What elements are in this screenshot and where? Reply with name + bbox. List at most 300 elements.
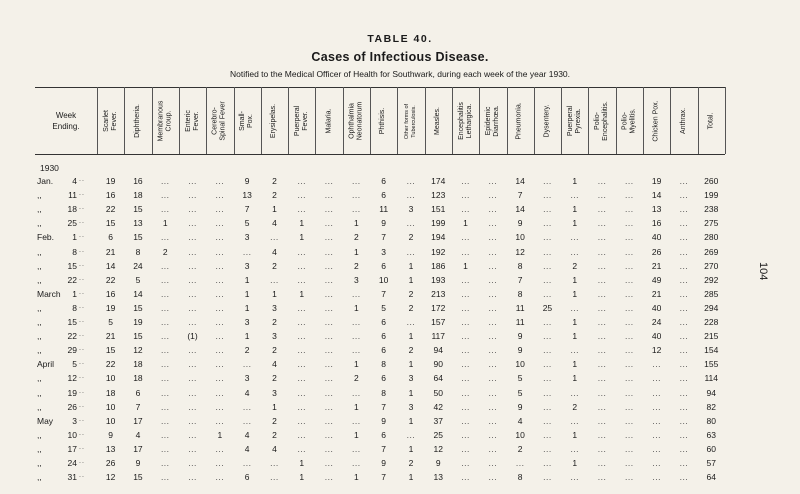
table-cell: 1: [572, 359, 578, 370]
table-cell: 1: [572, 458, 578, 468]
table-cell: ...: [488, 246, 498, 257]
table-cell: ...: [461, 176, 470, 186]
row-month: ,,: [37, 190, 42, 201]
column-header-label: Dysentery.: [543, 104, 551, 138]
table-cell: 10: [515, 359, 525, 370]
table-cell: ...: [215, 458, 225, 468]
table-cell: ...: [488, 218, 498, 229]
column-header: [124, 90, 151, 152]
table-cell: ...: [597, 373, 607, 384]
table-cell: 4: [244, 387, 250, 398]
table-cell: ...: [679, 387, 689, 398]
table-cell: ...: [597, 302, 607, 313]
table-cell: ...: [324, 288, 334, 299]
table-cell: ...: [625, 401, 634, 412]
column-header-label: Ophthalmia Neonatorum: [348, 101, 364, 141]
table-cell: 15: [105, 345, 116, 356]
table-cell: 1: [299, 458, 305, 468]
table-cell: 7: [381, 401, 387, 412]
table-cell: 16: [105, 190, 116, 201]
table-cell: ...: [215, 472, 225, 483]
table-cell: ...: [543, 472, 552, 483]
table-cell: ...: [543, 387, 552, 398]
table-cell: 2: [272, 260, 277, 271]
leader-dots: ..: [79, 288, 85, 296]
table-cell: ...: [597, 472, 607, 483]
row-total: 60: [706, 443, 716, 454]
table-cell: 25: [542, 302, 553, 313]
table-cell: ...: [352, 415, 361, 426]
table-cell: ...: [652, 401, 661, 412]
table-cell: 2: [572, 260, 578, 271]
table-cell: 3: [408, 401, 414, 412]
table-cell: ...: [297, 260, 307, 271]
table-cell: ...: [652, 387, 661, 398]
table-cell: ...: [160, 176, 170, 186]
row-day: 22: [67, 274, 77, 285]
leader-dots: ..: [79, 429, 85, 437]
table-cell: ...: [570, 232, 580, 243]
table-cell: ...: [488, 190, 498, 201]
table-cell: ...: [488, 429, 498, 440]
table-cell: 12: [105, 472, 116, 483]
table-cell: ...: [679, 232, 689, 243]
table-cell: 10: [515, 429, 525, 440]
table-cell: 1: [244, 288, 250, 299]
table-cell: 21: [105, 246, 116, 257]
table-cell: ...: [215, 274, 225, 285]
table-cell: 2: [353, 373, 359, 384]
row-month: ,,: [37, 317, 42, 327]
table-cell: ...: [188, 429, 197, 440]
table-cell: ...: [160, 458, 170, 468]
table-cell: ...: [160, 204, 170, 215]
table-cell: ...: [188, 274, 197, 285]
table-cell: 8: [517, 472, 523, 483]
row-month: ,,: [37, 204, 42, 215]
table-cell: ...: [215, 302, 225, 313]
table-cell: ...: [625, 218, 634, 229]
table-cell: 8: [517, 260, 523, 271]
table-cell: 8: [517, 288, 523, 299]
leader-dots: ..: [79, 387, 85, 395]
column-header-label: Other forms of Tuberculosis.: [404, 103, 417, 139]
table-cell: 2: [353, 260, 359, 271]
row-month: ,,: [37, 401, 42, 412]
table-cell: ...: [679, 317, 689, 327]
leader-dots: ..: [79, 246, 85, 254]
table-cell: ...: [215, 260, 225, 271]
row-month: ,,: [37, 429, 42, 440]
table-cell: 4: [244, 429, 250, 440]
table-cell: 117: [431, 331, 446, 342]
table-row: [35, 275, 725, 287]
table-cell: ...: [625, 387, 634, 398]
table-cell: 1: [408, 260, 414, 271]
row-month: ,,: [37, 472, 42, 483]
row-day: 29: [67, 345, 77, 356]
leader-dots: ..: [79, 204, 85, 212]
table-cell: 14: [105, 260, 116, 271]
row-day: 19: [67, 387, 77, 398]
table-cell: ...: [188, 190, 197, 201]
table-cell: ...: [625, 331, 634, 342]
table-cell: ...: [461, 458, 470, 468]
table-cell: 3: [381, 246, 387, 257]
table-cell: 1: [408, 443, 414, 454]
table-cell: ...: [597, 443, 607, 454]
row-total: 82: [706, 401, 716, 412]
table-cell: ...: [352, 443, 361, 454]
table-cell: ...: [625, 260, 634, 271]
row-day: 26: [67, 401, 77, 412]
table-cell: 16: [651, 218, 662, 229]
table-cell: ...: [215, 288, 225, 299]
table-cell: 4: [272, 359, 277, 370]
table-cell: 6: [381, 176, 387, 186]
table-cell: 3: [244, 232, 250, 243]
table-cell: ...: [461, 472, 470, 483]
table-row: [35, 218, 725, 230]
table-cell: 1: [272, 204, 277, 215]
table-cell: 1: [408, 359, 414, 370]
table-cell: ...: [160, 429, 170, 440]
table-cell: ...: [625, 345, 634, 356]
table-cell: 3: [272, 302, 277, 313]
table-cell: ...: [188, 443, 197, 454]
table-cell: ...: [488, 373, 498, 384]
table-cell: ...: [160, 359, 170, 370]
table-cell: ...: [543, 373, 552, 384]
table-cell: ...: [324, 302, 334, 313]
table-cell: ...: [625, 204, 634, 215]
column-header-label: Anthrax.: [679, 107, 687, 135]
table-row: [35, 317, 725, 329]
column-header-label: Scarlet Fever.: [102, 110, 118, 132]
table-cell: ...: [406, 176, 416, 186]
table-cell: ...: [597, 401, 607, 412]
table-cell: 15: [133, 331, 143, 342]
table-cell: ...: [461, 415, 470, 426]
row-total: 57: [706, 458, 716, 468]
column-header-label: Diphtheria.: [133, 104, 141, 138]
table-cell: ...: [406, 317, 416, 327]
table-cell: ...: [215, 246, 225, 257]
table-cell: 6: [381, 373, 387, 384]
table-cell: ...: [625, 317, 634, 327]
table-cell: 3: [408, 373, 414, 384]
table-cell: ...: [461, 190, 470, 201]
table-cell: 5: [517, 373, 523, 384]
table-cell: ...: [297, 331, 307, 342]
table-cell: ...: [679, 218, 689, 229]
table-cell: ...: [160, 415, 170, 426]
table-cell: ...: [188, 458, 197, 468]
table-cell: 9: [244, 176, 250, 186]
row-total: 270: [704, 260, 719, 271]
table-cell: 5: [381, 302, 387, 313]
column-header-label: Membranous Croup.: [157, 100, 173, 142]
table-cell: ...: [297, 246, 307, 257]
table-cell: ...: [352, 190, 361, 201]
table-cell: 186: [431, 260, 446, 271]
table-cell: 172: [431, 302, 446, 313]
table-cell: ...: [597, 331, 607, 342]
table-cell: ...: [543, 218, 552, 229]
table-cell: 22: [105, 204, 116, 215]
table-cell: 9: [517, 345, 523, 356]
table-cell: ...: [352, 331, 361, 342]
table-cell: ...: [625, 373, 634, 384]
table-cell: 22: [105, 274, 116, 285]
table-cell: ...: [297, 190, 307, 201]
table-cell: ...: [160, 274, 170, 285]
table-cell: ...: [597, 317, 607, 327]
table-cell: ...: [324, 218, 334, 229]
table-cell: 6: [381, 429, 387, 440]
row-day: 8: [72, 246, 77, 257]
table-cell: ...: [297, 176, 307, 186]
table-cell: 1: [353, 359, 359, 370]
table-row: [35, 444, 725, 456]
table-cell: 17: [133, 443, 143, 454]
leader-dots: ..: [79, 345, 85, 353]
row-month: ,,: [37, 373, 42, 384]
table-cell: 13: [433, 472, 443, 483]
table-cell: ...: [543, 260, 552, 271]
table-cell: ...: [597, 458, 607, 468]
table-cell: ...: [488, 458, 498, 468]
column-header: [343, 90, 370, 152]
table-cell: ...: [679, 359, 689, 370]
leader-dots: ..: [79, 260, 85, 268]
table-cell: ...: [297, 387, 307, 398]
table-cell: ...: [188, 246, 197, 257]
table-cell: 21: [105, 331, 116, 342]
table-cell: ...: [652, 373, 661, 384]
table-cell: 10: [515, 232, 525, 243]
table-cell: 18: [105, 387, 116, 398]
table-cell: 94: [433, 345, 443, 356]
table-cell: 90: [433, 359, 443, 370]
table-cell: ...: [297, 415, 307, 426]
table-row: [35, 359, 725, 371]
table-cell: ...: [242, 415, 252, 426]
leader-dots: ..: [79, 302, 85, 310]
table-cell: ...: [570, 415, 580, 426]
table-cell: 1: [572, 218, 578, 229]
table-cell: 2: [408, 302, 414, 313]
table-cell: 1: [463, 218, 468, 229]
table-cell: ...: [324, 429, 334, 440]
table-cell: ...: [625, 415, 634, 426]
row-day: 25: [67, 218, 77, 229]
table-row: [35, 190, 725, 202]
row-total: 64: [706, 472, 716, 483]
table-row: [35, 458, 725, 470]
table-cell: ...: [488, 288, 498, 299]
table-cell: 1: [572, 204, 578, 215]
table-cell: 1: [353, 218, 359, 229]
row-month: Feb.: [37, 232, 55, 243]
table-cell: 12: [133, 345, 143, 356]
table-cell: ...: [352, 204, 361, 215]
table-cell: 2: [162, 246, 168, 257]
table-cell: 17: [133, 415, 143, 426]
column-header: [643, 90, 670, 152]
table-cell: ...: [679, 204, 689, 215]
table-cell: ...: [215, 415, 225, 426]
table-cell: 18: [133, 190, 143, 201]
row-total: 292: [704, 274, 719, 285]
table-cell: ...: [543, 204, 552, 215]
table-cell: 42: [433, 401, 443, 412]
row-day: 10: [67, 429, 77, 440]
table-cell: 7: [381, 288, 387, 299]
table-cell: ...: [324, 359, 334, 370]
table-cell: 151: [431, 204, 446, 215]
table-cell: ...: [652, 359, 661, 370]
column-header: [152, 90, 179, 152]
column-header-label: Chicken Pox.: [652, 100, 660, 142]
table-cell: ...: [324, 190, 334, 201]
table-cell: ...: [461, 232, 470, 243]
table-cell: ...: [352, 345, 361, 356]
table-cell: ...: [324, 246, 334, 257]
row-total: 199: [704, 190, 719, 201]
table-cell: 4: [135, 429, 141, 440]
table-cell: 12: [433, 443, 443, 454]
table-cell: ...: [652, 472, 661, 483]
leader-dots: ..: [79, 232, 85, 240]
row-day: 5: [72, 359, 77, 370]
table-cell: 1: [272, 288, 277, 299]
column-header-label: Total.: [707, 112, 715, 130]
table-cell: 174: [431, 176, 446, 186]
table-cell: ...: [543, 331, 552, 342]
table-cell: ...: [488, 274, 498, 285]
table-cell: 157: [431, 317, 446, 327]
table-cell: 24: [651, 317, 662, 327]
table-cell: ...: [297, 443, 307, 454]
table-cell: 5: [108, 317, 114, 327]
row-month: ,,: [37, 387, 42, 398]
table-cell: 12: [515, 246, 525, 257]
row-day: 4: [72, 176, 77, 186]
table-subtitle: Notified to the Medical Officer of Health for Southwark, during each week of the year 1930.: [229, 69, 571, 79]
table-cell: ...: [242, 458, 252, 468]
table-cell: 213: [431, 288, 446, 299]
table-cell: ...: [488, 260, 498, 271]
table-cell: 13: [651, 204, 662, 215]
table-label: TABLE 40.: [367, 33, 433, 45]
table-cell: ...: [570, 345, 580, 356]
table-cell: ...: [215, 218, 225, 229]
row-total: 260: [704, 176, 719, 186]
table-cell: 10: [378, 274, 389, 285]
table-cell: 3: [272, 387, 277, 398]
table-cell: ...: [679, 288, 689, 299]
table-cell: ...: [297, 204, 307, 215]
table-cell: 9: [108, 429, 114, 440]
table-cell: 2: [272, 176, 277, 186]
table-cell: ...: [652, 429, 661, 440]
row-day: 12: [67, 373, 77, 384]
table-cell: ...: [188, 345, 197, 356]
table-cell: 14: [651, 190, 662, 201]
table-cell: ...: [679, 274, 689, 285]
table-cell: 1: [463, 260, 468, 271]
table-cell: 15: [133, 472, 143, 483]
table-cell: ...: [324, 260, 334, 271]
table-cell: ...: [324, 401, 334, 412]
week-ending-header: Week Ending.: [52, 110, 80, 131]
table-cell: 2: [272, 317, 277, 327]
table-cell: ...: [215, 317, 225, 327]
table-cell: ...: [488, 176, 498, 186]
table-cell: 1: [408, 415, 414, 426]
table-cell: 6: [381, 331, 387, 342]
table-cell: ...: [625, 429, 634, 440]
table-cell: 13: [133, 218, 143, 229]
table-cell: ...: [215, 373, 225, 384]
table-cell: ...: [215, 387, 225, 398]
table-cell: ...: [270, 458, 279, 468]
table-cell: ...: [625, 288, 634, 299]
table-cell: ...: [352, 387, 361, 398]
table-cell: ...: [461, 429, 470, 440]
table-cell: ...: [188, 317, 197, 327]
table-cell: 2: [244, 345, 250, 356]
table-cell: ...: [297, 317, 307, 327]
table-cell: 18: [133, 359, 143, 370]
leader-dots: ..: [79, 176, 85, 183]
table-cell: ...: [188, 288, 197, 299]
table-cell: ...: [488, 472, 498, 483]
infectious-disease-table: [35, 87, 725, 483]
table-cell: 1: [353, 302, 359, 313]
table-cell: ...: [679, 176, 689, 186]
table-cell: ...: [625, 443, 634, 454]
column-header-label: Cerebro- Spinal Fever: [211, 101, 227, 141]
table-cell: ...: [188, 218, 197, 229]
row-total: 280: [704, 232, 719, 243]
column-header-label: Polio- Encephalitis.: [594, 101, 610, 141]
column-header: [616, 90, 643, 152]
table-cell: ...: [461, 246, 470, 257]
table-cell: ...: [188, 232, 197, 243]
table-cell: ...: [352, 176, 361, 186]
table-cell: ...: [270, 274, 279, 285]
table-cell: 11: [379, 204, 389, 215]
table-cell: ...: [406, 218, 416, 229]
table-cell: 64: [433, 373, 443, 384]
column-header-label: Epidemic Diarrhœa.: [484, 105, 500, 137]
row-total: 114: [704, 373, 719, 384]
table-cell: ...: [270, 472, 279, 483]
table-cell: ...: [679, 429, 689, 440]
table-cell: 5: [135, 274, 141, 285]
table-row: [35, 345, 725, 357]
row-total: 294: [704, 302, 719, 313]
row-month: ,,: [37, 331, 42, 342]
column-header: [534, 90, 561, 152]
table-cell: ...: [543, 190, 552, 201]
table-cell: 1: [408, 274, 414, 285]
table-cell: 1: [244, 331, 250, 342]
column-header-label: Pneumonia.: [516, 102, 524, 140]
table-cell: ...: [160, 443, 170, 454]
